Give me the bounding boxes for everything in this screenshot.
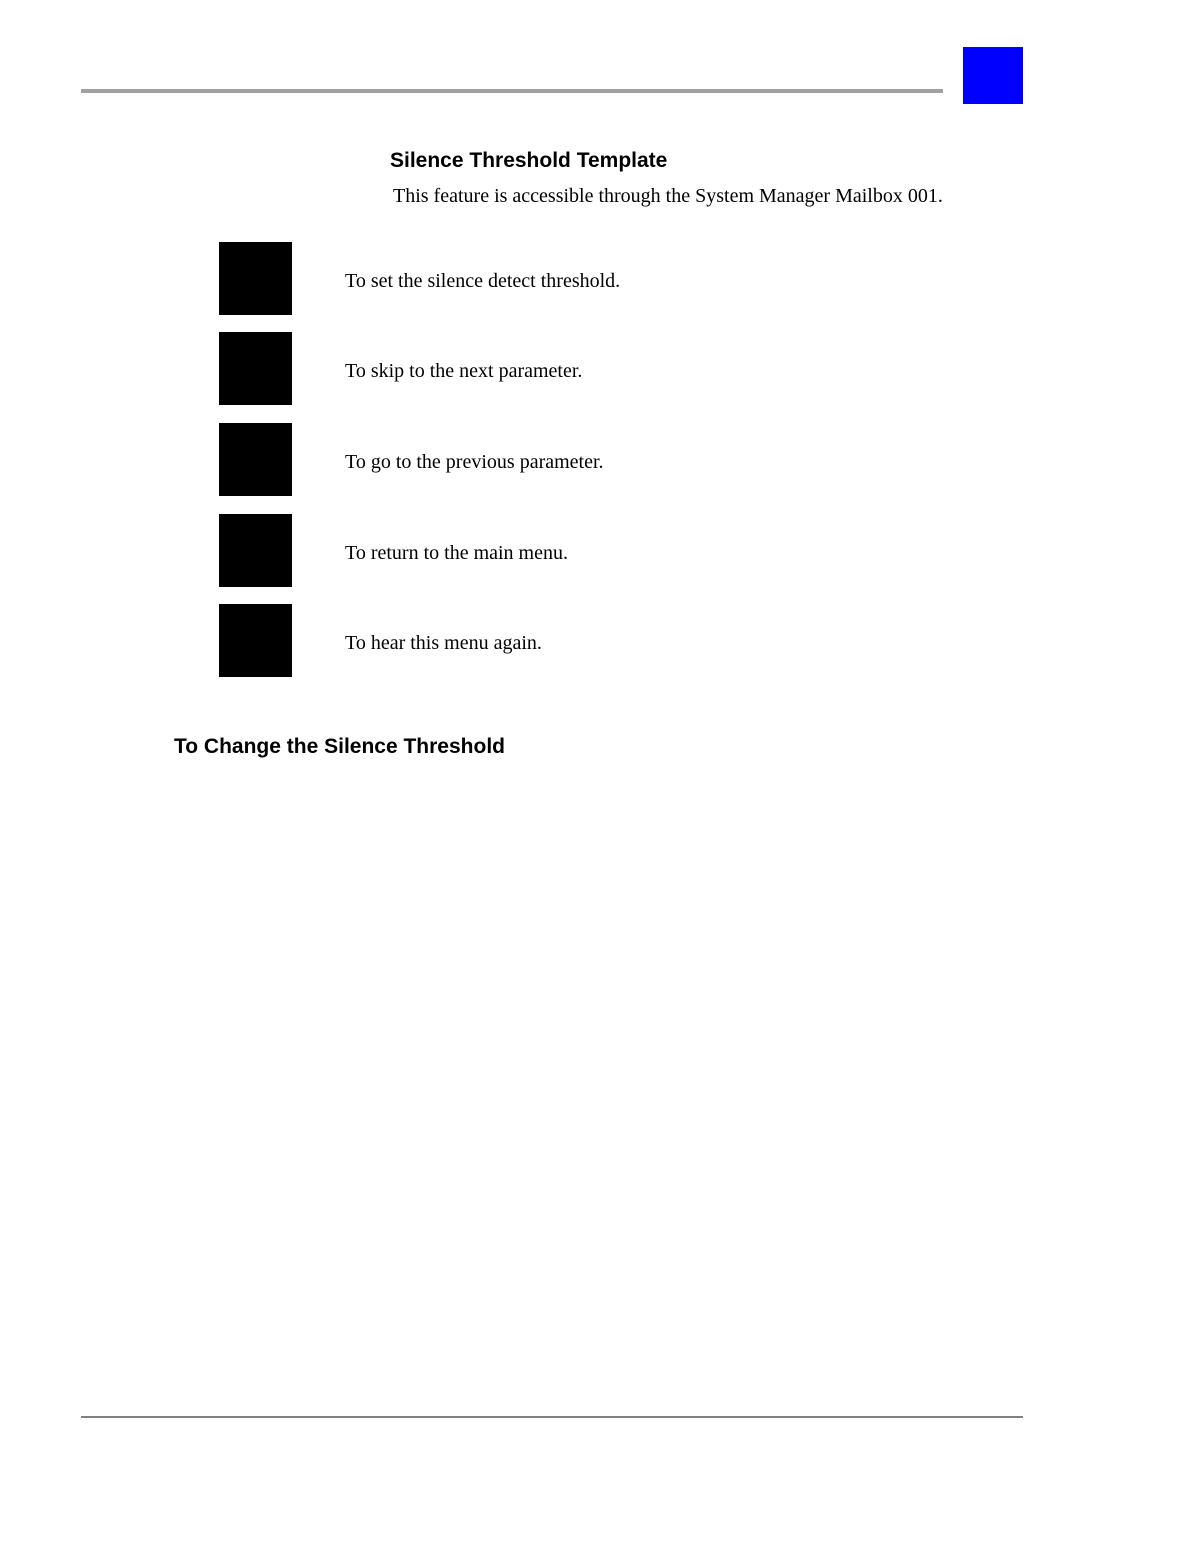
menu-option-description: To skip to the next parameter. bbox=[345, 360, 583, 382]
menu-option-set-threshold bbox=[219, 242, 919, 316]
menu-option-description: To set the silence detect threshold. bbox=[345, 270, 621, 292]
menu-option-description: To hear this menu again. bbox=[345, 632, 542, 654]
section-title: Silence Threshold Template bbox=[390, 149, 668, 172]
intro-text: This feature is accessible through the System Manager Mailbox 001. bbox=[393, 185, 943, 207]
chapter-tab-marker bbox=[963, 47, 1023, 104]
menu-option-main-menu bbox=[219, 514, 919, 588]
key-icon bbox=[219, 242, 292, 315]
menu-option-description: To return to the main menu. bbox=[345, 542, 568, 564]
key-icon bbox=[219, 604, 292, 677]
menu-option-description: To go to the previous parameter. bbox=[345, 451, 604, 473]
menu-option-repeat bbox=[219, 604, 919, 678]
procedure-title: To Change the Silence Threshold bbox=[174, 735, 505, 758]
key-icon bbox=[219, 423, 292, 496]
key-icon bbox=[219, 332, 292, 405]
header-rule bbox=[81, 89, 943, 93]
footer-rule bbox=[81, 1416, 1023, 1418]
menu-option-skip-next bbox=[219, 332, 919, 406]
key-icon bbox=[219, 514, 292, 587]
menu-option-previous bbox=[219, 423, 919, 497]
